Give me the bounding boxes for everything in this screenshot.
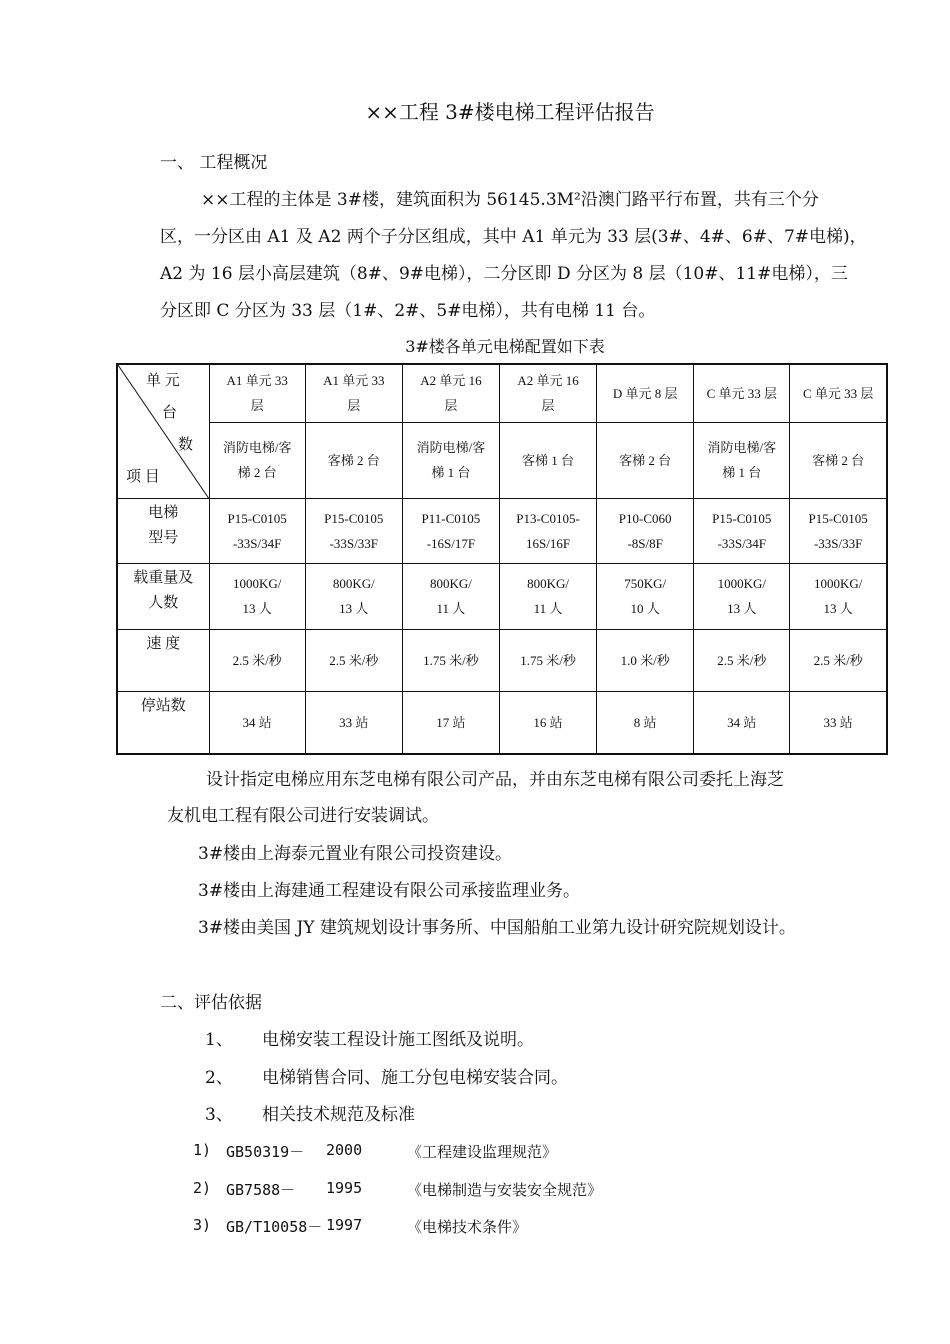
count-cell-2: 客梯 2 台 bbox=[305, 422, 402, 498]
model-cell-5: P10-C060 -8S/8F bbox=[597, 499, 694, 563]
ref-2-code: GB7588－ bbox=[226, 1181, 296, 1199]
count-cell-4: 客梯 1 台 bbox=[499, 422, 596, 498]
stops-cell-3: 17 站 bbox=[402, 692, 499, 754]
model-cell-7: P15-C0105 -33S/33F bbox=[790, 499, 887, 563]
corner-shu-label: 数 bbox=[178, 437, 194, 453]
speed-cell-1: 2.5 米/秒 bbox=[209, 629, 305, 691]
ref-3-num: 3) bbox=[193, 1216, 212, 1234]
basis-item-3-text: 相关技术规范及标准 bbox=[262, 1105, 415, 1125]
ref-1-code: GB50319－ bbox=[226, 1143, 305, 1161]
count-cell-6: 消防电梯/客 梯 1 台 bbox=[694, 422, 790, 498]
count-cell-3: 消防电梯/客 梯 1 台 bbox=[402, 422, 499, 498]
basis-item-1-num: 1、 bbox=[205, 1030, 233, 1050]
page-title: ××工程 3#楼电梯工程评估报告 bbox=[365, 100, 655, 124]
ref-2-year: 1995 bbox=[326, 1179, 363, 1197]
ref-2-num: 2) bbox=[193, 1179, 212, 1197]
load-cell-1: 1000KG/ 13 人 bbox=[209, 563, 305, 629]
overview-line-4: 分区即 C 分区为 33 层（1#、2#、5#电梯），共有电梯 11 台。 bbox=[160, 301, 656, 321]
load-cell-4: 800KG/ 11 人 bbox=[499, 563, 596, 629]
stops-cell-2: 33 站 bbox=[305, 692, 402, 754]
model-cell-3: P11-C0105 -16S/17F bbox=[402, 499, 499, 563]
unit-header-1: A1 单元 33 层 bbox=[209, 364, 305, 422]
basis-item-1-text: 电梯安装工程设计施工图纸及说明。 bbox=[262, 1030, 534, 1050]
overview-line-2: 区，一分区由 A1 及 A2 两个子分区组成，其中 A1 单元为 33 层(3#、4#、6#、7#电梯)， bbox=[160, 227, 867, 247]
count-cell-5: 客梯 2 台 bbox=[597, 422, 694, 498]
ref-3-name: 《电梯技术条件》 bbox=[407, 1218, 528, 1236]
ref-2-name: 《电梯制造与安装安全规范》 bbox=[407, 1181, 603, 1199]
elevator-config-table bbox=[116, 363, 888, 755]
basis-item-2-text: 电梯销售合同、施工分包电梯安装合同。 bbox=[262, 1068, 568, 1088]
manufacturer-line-1: 设计指定电梯应用东芝电梯有限公司产品，并由东芝电梯有限公司委托上海芝 bbox=[206, 770, 784, 790]
stops-cell-6: 34 站 bbox=[694, 692, 790, 754]
model-cell-2: P15-C0105 -33S/33F bbox=[305, 499, 402, 563]
overview-line-1: ××工程的主体是 3#楼，建筑面积为 56145.3M²沿澳门路平行布置，共有三个分 bbox=[201, 190, 819, 210]
section-1-heading: 一、 工程概况 bbox=[160, 153, 268, 173]
ref-3-year: 1997 bbox=[326, 1216, 363, 1234]
speed-cell-4: 1.75 米/秒 bbox=[499, 629, 596, 691]
ref-1-name: 《工程建设监理规范》 bbox=[407, 1143, 558, 1161]
row-label-speed: 速 度 bbox=[117, 629, 209, 691]
count-cell-7: 客梯 2 台 bbox=[790, 422, 887, 498]
corner-item-label: 项 目 bbox=[126, 469, 160, 485]
load-cell-2: 800KG/ 13 人 bbox=[305, 563, 402, 629]
load-cell-7: 1000KG/ 13 人 bbox=[790, 563, 887, 629]
investor-line: 3#楼由上海泰元置业有限公司投资建设。 bbox=[198, 844, 513, 864]
unit-header-4: A2 单元 16 层 bbox=[499, 364, 596, 422]
speed-cell-2: 2.5 米/秒 bbox=[305, 629, 402, 691]
stops-cell-5: 8 站 bbox=[597, 692, 694, 754]
model-cell-1: P15-C0105 -33S/34F bbox=[209, 499, 305, 563]
ref-1-year: 2000 bbox=[326, 1141, 363, 1159]
unit-header-2: A1 单元 33 层 bbox=[305, 364, 402, 422]
corner-tai-label: 台 bbox=[162, 405, 178, 421]
row-label-model: 电梯 型号 bbox=[117, 499, 209, 563]
unit-header-3: A2 单元 16 层 bbox=[402, 364, 499, 422]
table-caption: 3#楼各单元电梯配置如下表 bbox=[405, 337, 605, 356]
unit-header-7: C 单元 33 层 bbox=[790, 364, 887, 422]
unit-header-5: D 单元 8 层 bbox=[597, 364, 694, 422]
basis-item-3-num: 3、 bbox=[205, 1105, 233, 1125]
load-cell-3: 800KG/ 11 人 bbox=[402, 563, 499, 629]
supervisor-line: 3#楼由上海建通工程建设有限公司承接监理业务。 bbox=[198, 881, 581, 901]
load-cell-6: 1000KG/ 13 人 bbox=[694, 563, 790, 629]
row-label-stops: 停站数 bbox=[117, 692, 209, 754]
unit-header-6: C 单元 33 层 bbox=[694, 364, 790, 422]
speed-cell-7: 2.5 米/秒 bbox=[790, 629, 887, 691]
speed-cell-6: 2.5 米/秒 bbox=[694, 629, 790, 691]
corner-unit-label: 单 元 bbox=[146, 373, 180, 389]
stops-cell-4: 16 站 bbox=[499, 692, 596, 754]
manufacturer-line-2: 友机电工程有限公司进行安装调试。 bbox=[167, 806, 439, 826]
section-2-heading: 二、评估依据 bbox=[160, 993, 262, 1013]
table-corner-header bbox=[117, 364, 209, 499]
row-label-load: 载重量及 人数 bbox=[117, 563, 209, 629]
load-cell-5: 750KG/ 10 人 bbox=[597, 563, 694, 629]
model-cell-6: P15-C0105 -33S/34F bbox=[694, 499, 790, 563]
overview-line-3: A2 为 16 层小高层建筑（8#、9#电梯），二分区即 D 分区为 8 层（10#、11#电梯），三 bbox=[160, 264, 848, 284]
stops-cell-1: 34 站 bbox=[209, 692, 305, 754]
count-cell-1: 消防电梯/客 梯 2 台 bbox=[209, 422, 305, 498]
ref-3-code: GB/T10058－ bbox=[226, 1218, 323, 1236]
speed-cell-3: 1.75 米/秒 bbox=[402, 629, 499, 691]
basis-item-2-num: 2、 bbox=[205, 1068, 233, 1088]
speed-cell-5: 1.0 米/秒 bbox=[597, 629, 694, 691]
stops-cell-7: 33 站 bbox=[790, 692, 887, 754]
designer-line: 3#楼由美国 JY 建筑规划设计事务所、中国船舶工业第九设计研究院规划设计。 bbox=[198, 918, 796, 938]
model-cell-4: P13-C0105- 16S/16F bbox=[499, 499, 596, 563]
ref-1-num: 1) bbox=[193, 1141, 212, 1159]
